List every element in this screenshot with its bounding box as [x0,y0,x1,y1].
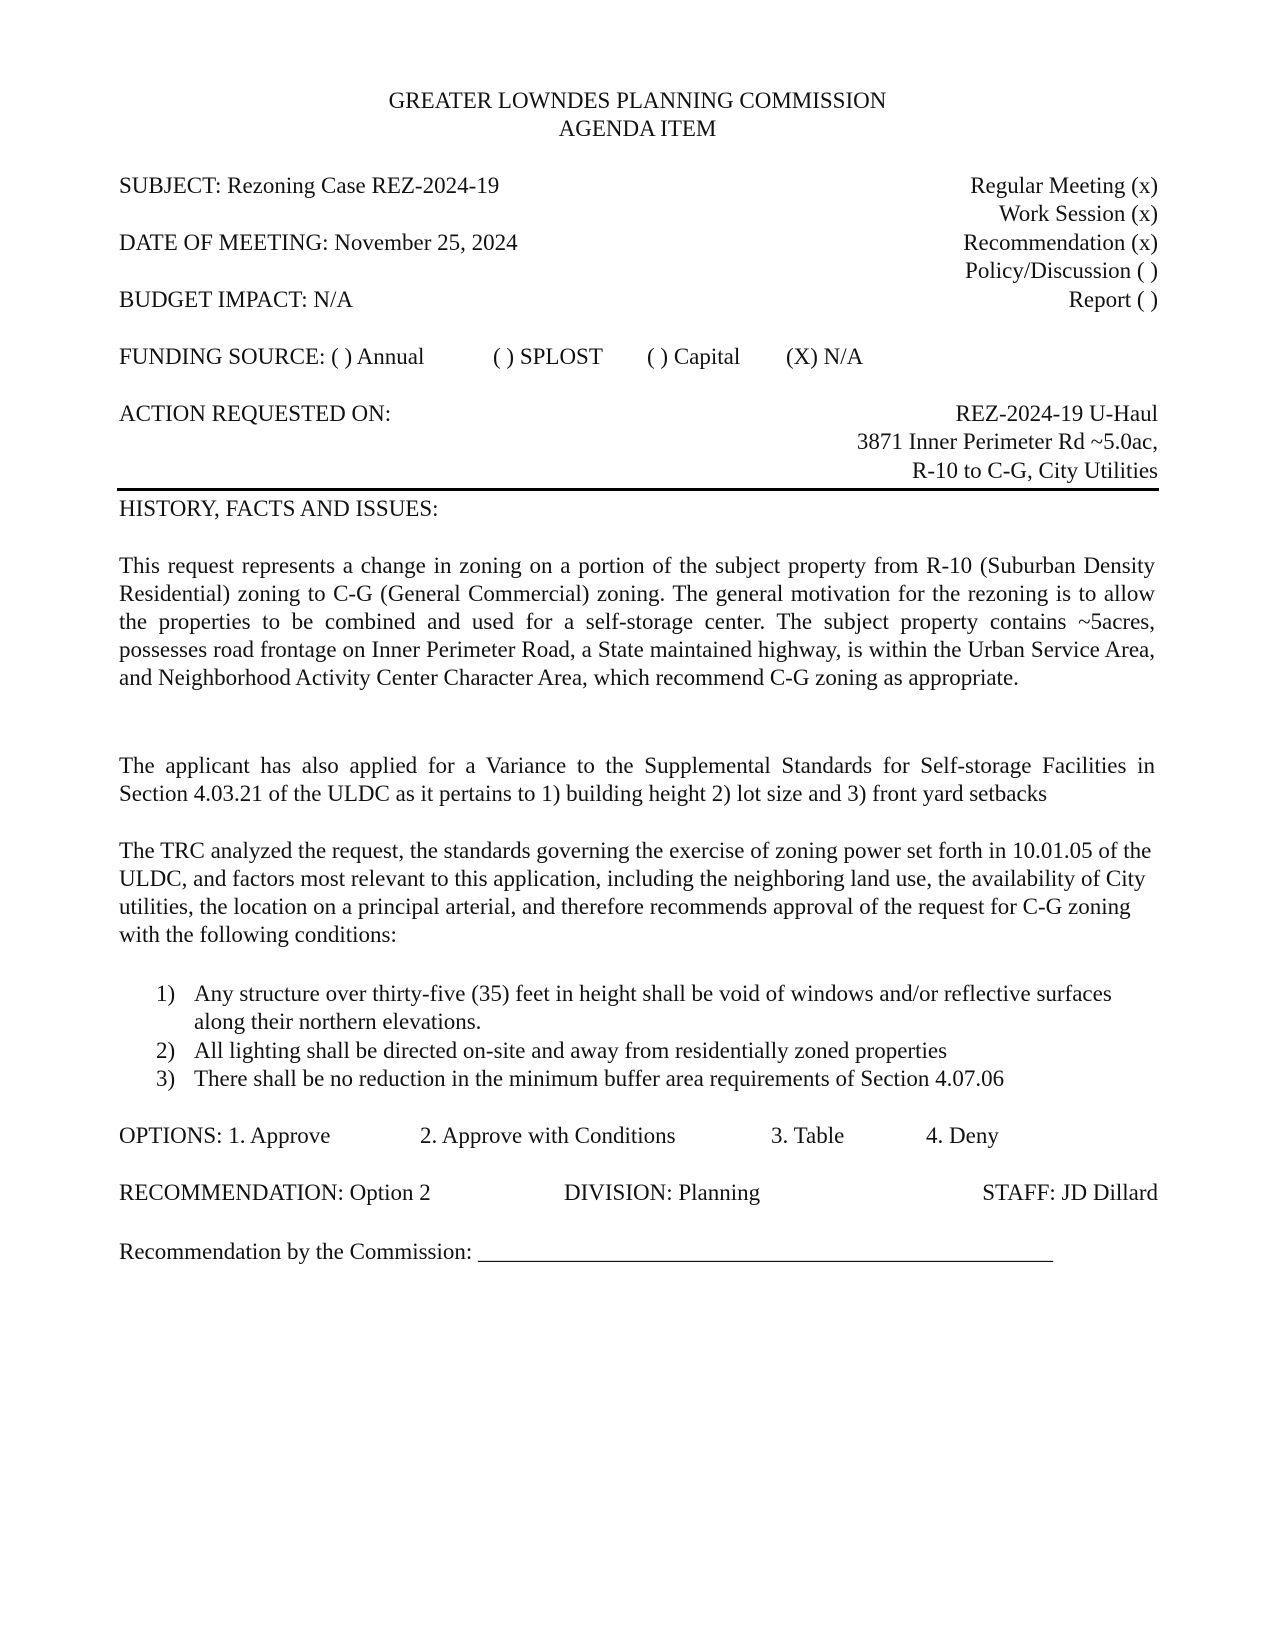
action-requested-label: ACTION REQUESTED ON: [119,401,392,426]
funding-source-splost: ( ) SPLOST [493,344,603,369]
division: DIVISION: Planning [564,1180,761,1205]
commission-title: GREATER LOWNDES PLANNING COMMISSION [388,88,887,113]
paragraph-trc-analysis: The TRC analyzed the request, the standards governing the exercise of zoning power set forth in 10.01.05 of the ULDC, and factors most relevant to this application, including the neighboring land use, the availability of City utilities, the location on a principal arterial, and therefore recommends approval of the request for C-G zoning with the following conditions: [119,838,1152,947]
condition-text: All lighting shall be directed on-site and away from residentially zoned properties [194,1038,948,1063]
option-approve: OPTIONS: 1. Approve [119,1123,331,1148]
agenda-item-title: AGENDA ITEM [558,116,717,141]
funding-source-annual: FUNDING SOURCE: ( ) Annual [119,344,425,369]
meeting-type-report: Report ( ) [1068,287,1158,312]
meeting-type-policy-discussion: Policy/Discussion ( ) [965,258,1158,283]
date-of-meeting: DATE OF MEETING: November 25, 2024 [119,230,518,255]
history-heading: HISTORY, FACTS AND ISSUES: [119,496,439,521]
action-zoning-change: R-10 to C-G, City Utilities [912,458,1158,483]
meeting-type-recommendation: Recommendation (x) [963,230,1158,255]
meeting-type-work-session: Work Session (x) [998,201,1158,226]
condition-text: There shall be no reduction in the minimum buffer area requirements of Section 4.07.06 [194,1066,1005,1091]
paragraph-variance: The applicant has also applied for a Variance to the Supplemental Standards for Self-storage Facilities in Section 4.03.21 of the ULDC as it pertains to 1) building height 2) lot size and 3) front yard setbacks [119,753,1155,806]
action-case-name: REZ-2024-19 U-Haul [955,401,1158,426]
commission-recommendation-line [119,1238,1053,1266]
option-deny: 4. Deny [926,1123,999,1148]
paragraph-request-summary: This request represents a change in zoning on a portion of the subject property from R-10 (Suburban Density Residential) zoning to C-G (General Commercial) zoning. The general motivation for the rezoning is to allow the properties to be combined and used for a self-storage center. The subject property contains ~5acres, possesses road frontage on Inner Perimeter Road, a State maintained highway, is within the Urban Service Area, and Neighborhood Activity Center Character Area, which recommend C-G zoning as appropriate. [119,553,1155,690]
section-divider [117,488,1159,491]
staff: STAFF: JD Dillard [982,1180,1158,1205]
subject-line: SUBJECT: Rezoning Case REZ-2024-19 [119,173,500,198]
recommendation: RECOMMENDATION: Option 2 [119,1180,431,1205]
commission-recommendation-label: Recommendation by the Commission: [119,1239,479,1264]
action-address: 3871 Inner Perimeter Rd ~5.0ac, [856,429,1158,454]
condition-number: 3) [156,1066,176,1091]
condition-number: 2) [156,1038,176,1063]
commission-recommendation-blank: __________________________________________________ [478,1239,1054,1264]
option-table: 3. Table [771,1123,845,1148]
funding-source-na: (X) N/A [786,344,864,369]
meeting-type-regular: Regular Meeting (x) [970,173,1158,198]
condition-number: 1) [156,981,176,1006]
budget-impact: BUDGET IMPACT: N/A [119,287,353,312]
condition-text: Any structure over thirty-five (35) feet in height shall be void of windows and/or reflective surfaces along their northern elevations. [194,981,1112,1034]
option-approve-with-conditions: 2. Approve with Conditions [420,1123,676,1148]
funding-source-capital: ( ) Capital [647,344,741,369]
